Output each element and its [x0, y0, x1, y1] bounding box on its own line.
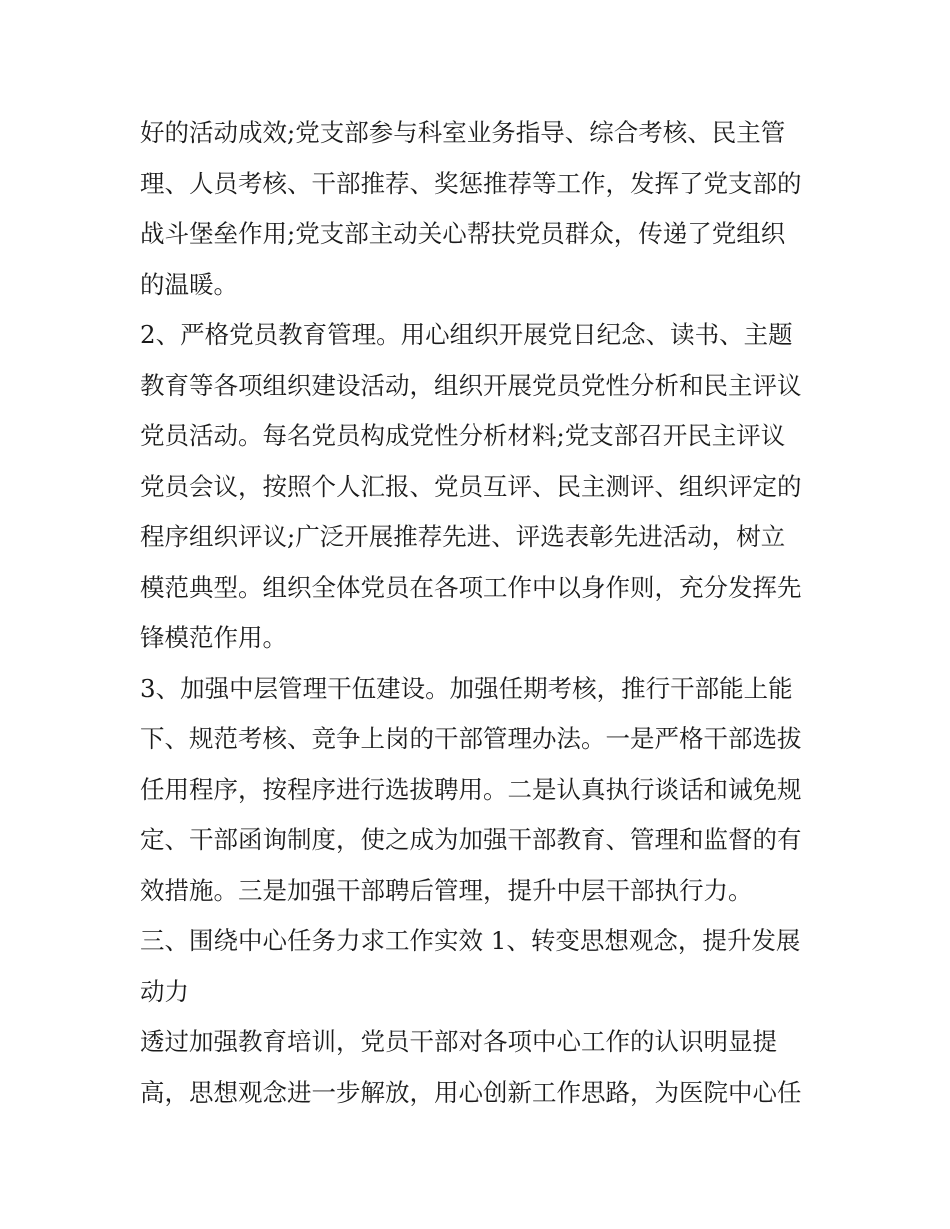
body-text: [140, 108, 820, 1118]
text-line: 透过加强教育培训，党员干部对各项中心工作的认识明显提: [140, 1027, 777, 1056]
text-line: 的温暖。: [140, 269, 238, 299]
text-line: 三、围绕中心任务力求工作实效 1、转变思想观念，提升发展: [140, 926, 801, 955]
text-line: 程序组织评议;广泛开展推荐先进、评选表彰先进活动，树立: [140, 522, 786, 551]
text-line: 好的活动成效;党支部参与科室业务指导、综合考核、民主管: [140, 118, 786, 147]
text-line: 任用程序，按程序进行选拔聘用。二是认真执行谈话和诫免规: [140, 774, 802, 804]
text-line: 高，思想观念进一步解放，用心创新工作思路，为医院中心任: [140, 1077, 802, 1107]
text-line: 党员活动。每名党员构成党性分析材料;党支部召开民主评议: [140, 421, 786, 450]
text-line: 教育等各项组织建设活动，组织开展党员党性分析和民主评议: [140, 370, 802, 400]
text-line: 理、人员考核、干部推荐、奖惩推荐等工作，发挥了党支部的: [140, 168, 802, 198]
text-line: 下、规范考核、竞争上岗的干部管理办法。一是严格干部选拔: [140, 724, 802, 753]
text-line: 锋模范作用。: [140, 623, 287, 652]
text-line: 效措施。三是加强干部聘后管理，提升中层干部执行力。: [140, 875, 753, 905]
text-line: 党员会议，按照个人汇报、党员互评、民主测评、组织评定的: [140, 471, 802, 501]
text-line: 定、干部函询制度，使之成为加强干部教育、管理和监督的有: [140, 825, 802, 854]
text-line: 动力: [140, 976, 189, 1006]
text-line: 战斗堡垒作用;党支部主动关心帮扶党员群众，传递了党组织: [140, 219, 786, 248]
text-line: 3、加强中层管理干伍建设。加强任期考核，推行干部能上能: [140, 673, 793, 703]
text-line: 模范典型。组织全体党员在各项工作中以身作则，充分发挥先: [140, 572, 802, 602]
text-line: 2、严格党员教育管理。用心组织开展党日纪念、读书、主题: [140, 320, 793, 349]
